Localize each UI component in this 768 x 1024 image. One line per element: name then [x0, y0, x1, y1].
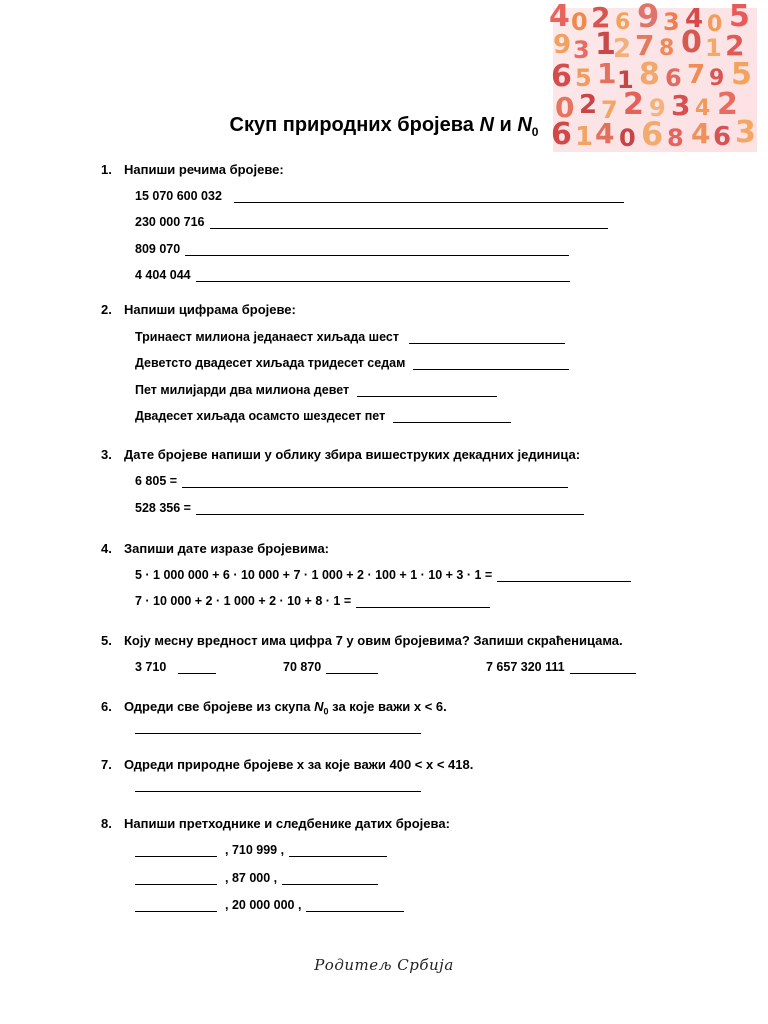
successor-line[interactable]: [306, 899, 404, 912]
words-label: Двадесет хиљада осамсто шездесет пет: [135, 409, 386, 423]
question-text: Напиши речима бројеве:: [124, 162, 284, 177]
question-text-part: за које важи x < 6.: [332, 699, 447, 714]
answer-row: [135, 594, 490, 608]
answer-line[interactable]: [409, 331, 565, 344]
title-text: Скуп природних бројева: [229, 114, 474, 136]
answer-row: [283, 660, 378, 674]
answer-row: [135, 898, 404, 912]
answer-line[interactable]: [185, 243, 569, 256]
answer-row: [135, 383, 497, 397]
words-label: Тринаест милиона једанаест хиљада шест: [135, 330, 399, 344]
question-text-part: Одреди све бројеве из скупа: [124, 699, 311, 714]
answer-line[interactable]: [326, 661, 378, 674]
answer-row: [135, 409, 511, 423]
question-text: Дате бројеве напиши у облику збира вишеструких декадних јединица:: [124, 447, 581, 462]
answer-row: [135, 242, 569, 256]
set-symbol: N: [314, 699, 324, 714]
title-subscript: 0: [531, 125, 539, 139]
answer-line[interactable]: [356, 595, 490, 608]
number-label: 7 657 320 111: [486, 660, 565, 674]
expression-label: 7 · 10 000 + 2 · 1 000 + 2 · 10 + 8 · 1 =: [135, 594, 352, 608]
answer-row: [135, 330, 565, 344]
question-text: [124, 699, 447, 717]
answer-row: [135, 568, 631, 582]
question-text: Запиши дате изразе бројевима:: [124, 541, 330, 556]
title-set-n: N: [479, 114, 494, 136]
predecessor-line[interactable]: [135, 844, 217, 857]
question-number: 1.: [101, 162, 112, 177]
answer-line[interactable]: [570, 661, 636, 674]
number-label: 6 805 =: [135, 474, 178, 488]
predecessor-line[interactable]: [135, 872, 217, 885]
predecessor-line[interactable]: [135, 899, 217, 912]
colorful-numbers-image: 4 0 2 6 9 3 4 0 5 9 3 1 2 7 8 0 1 2 6 5 1 1 8 6 7 9 5 0 2 7 2 9 3 4 2 6 1 4 0 6 8 4 6 3: [549, 0, 756, 153]
words-label: Деветсто двадесет хиљада тридесет седам: [135, 356, 406, 370]
answer-row: [135, 356, 569, 370]
successor-line[interactable]: [282, 872, 378, 885]
answer-row: [135, 189, 624, 203]
answer-row: [486, 660, 636, 674]
answer-row: [135, 501, 584, 515]
question-text: Одреди природне бројеве x за које важи 400 < x < 418.: [124, 757, 474, 772]
words-label: Пет милијарди два милиона девет: [135, 383, 350, 397]
answer-line[interactable]: [210, 216, 608, 229]
question-text: Напиши претходнике и следбенике датих бројева:: [124, 816, 450, 831]
expression-label: 5 · 1 000 000 + 6 · 10 000 + 7 · 1 000 + 2 · 100 + 1 · 10 + 3 · 1 =: [135, 568, 493, 582]
number-label: , 87 000 ,: [225, 871, 278, 885]
question-number: 4.: [101, 541, 112, 556]
title-set-n0: N: [517, 114, 532, 136]
question-text: Коју месну вредност има цифра 7 у овим бројевима? Запиши скраћеницама.: [124, 633, 623, 648]
number-label: 70 870: [283, 660, 322, 674]
question-number: 3.: [101, 447, 112, 462]
number-label: , 20 000 000 ,: [225, 898, 302, 912]
answer-line[interactable]: [413, 357, 569, 370]
footer-signature: Родитељ Србија: [314, 956, 454, 974]
number-label: 809 070: [135, 242, 181, 256]
question-number: 6.: [101, 699, 112, 714]
number-label: 15 070 600 032: [135, 189, 222, 203]
number-label: 230 000 716: [135, 215, 205, 229]
title-and: и: [499, 114, 512, 136]
number-label: 4 404 044: [135, 268, 191, 282]
answer-row: [135, 474, 568, 488]
question-number: 7.: [101, 757, 112, 772]
answer-row: [135, 215, 608, 229]
answer-line[interactable]: [135, 790, 421, 792]
number-label: , 710 999 ,: [225, 843, 285, 857]
question-number: 2.: [101, 302, 112, 317]
answer-line[interactable]: [135, 732, 421, 734]
answer-line[interactable]: [196, 502, 584, 515]
answer-line[interactable]: [393, 410, 511, 423]
answer-row: [135, 268, 570, 282]
answer-row: [135, 871, 378, 885]
answer-line[interactable]: [196, 269, 570, 282]
successor-line[interactable]: [289, 844, 387, 857]
question-number: 5.: [101, 633, 112, 648]
answer-row: [135, 660, 216, 674]
worksheet-title: [0, 114, 768, 139]
answer-line[interactable]: [234, 190, 624, 203]
answer-line[interactable]: [178, 661, 216, 674]
question-text: Напиши цифрама бројеве:: [124, 302, 296, 317]
set-subscript: 0: [323, 706, 329, 717]
number-label: 3 710: [135, 660, 167, 674]
number-label: 528 356 =: [135, 501, 191, 515]
question-number: 8.: [101, 816, 112, 831]
answer-line[interactable]: [357, 384, 497, 397]
answer-line[interactable]: [182, 475, 568, 488]
answer-line[interactable]: [497, 569, 631, 582]
answer-row: [135, 843, 387, 857]
